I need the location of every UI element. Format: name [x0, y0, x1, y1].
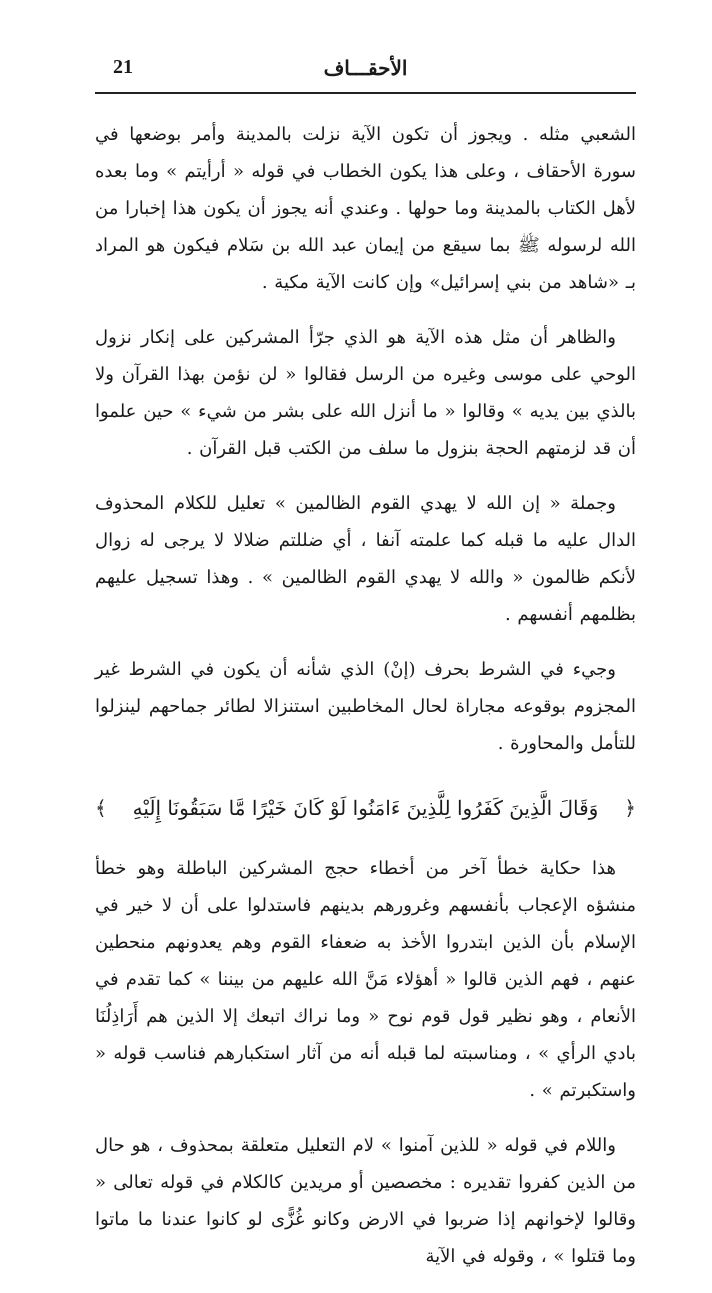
paragraph: واللام في قوله « للذين آمنوا » لام التعليل متعلقة بمحذوف ، هو حال من الذين كفروا تقديره : مخصصين أو مريدين كالكلام في قوله تعالى « وقالوا لإخوانهم إذا ضربوا في الارض وكانو غُزًّى لو كانوا عندنا ما ماتوا وما قتلوا » ، وقوله في الآية: [95, 1135, 636, 1267]
paragraph: وجيء في الشرط بحرف (إنْ) الذي شأنه أن يكون في الشرط غير المجزوم بوقوعه مجاراة لحال المخاطبين استنزالا لطائر جماحهم لينزلوا للتأمل والمحاورة .: [95, 659, 636, 754]
page-number: 21: [113, 56, 133, 78]
paragraph: وجملة « إن الله لا يهدي القوم الظالمين » تعليل للكلام المحذوف الدال عليه ما قبله كما علمته آنفا ، أي ضللتم ضلالا لا يرجى له زوال لأنكم ظالمون « والله لا يهدي القوم الظالمين » . وهذا تسجيل عليهم بظلمهم أنفسهم .: [95, 493, 636, 625]
page-body: [95, 116, 636, 1293]
verse-text: وَقَالَ الَّذِينَ كَفَرُوا لِلَّذِينَ ءَامَنُوا لَوْ كَانَ خَيْرًا مَّا سَبَقُونَا إِلَيْهِ: [132, 796, 599, 820]
running-title: الأحقـــاف: [323, 56, 408, 80]
quran-verse: [95, 790, 636, 826]
paragraph: هذا حكاية خطأ آخر من أخطاء حجج المشركين الباطلة وهو خطأ منشؤه الإعجاب بأنفسهم وغرورهم بدينهم فاستدلوا على أن لا خير في الإسلام بأن الذين ابتدروا الأخذ به ضعفاء القوم وهم يعدونهم منحطين عنهم ، فهم الذين قالوا « أهؤلاء مَنَّ الله عليهم من بيننا » كما تقدم في الأنعام ، وهو نظير قول قوم نوح « وما نراك اتبعك إلا الذين هم أَرَاذِلُنَا بادي الرأي » ، ومناسبته لما قبله أنه من آثار استكبارهم فناسب قوله « واستكبرتم » .: [95, 858, 636, 1101]
paragraph: الشعبي مثله . ويجوز أن تكون الآية نزلت بالمدينة وأمر بوضعها في سورة الأحقاف ، وعلى هذا يكون الخطاب في قوله « أرأيتم » وما بعده لأهل الكتاب بالمدينة وما حولها . وعندي أنه يجوز أن يكون هذا إخبارا من الله لرسوله ﷺ بما سيقع من إيمان عبد الله بن سَلام فيكون هو المراد بـ «شاهد من بني إسرائيل» وإن كانت الآية مكية .: [95, 124, 636, 293]
page-header: [95, 52, 636, 90]
header-rule: [95, 92, 636, 94]
verse-open-bracket: ﴿: [624, 796, 636, 820]
verse-close-bracket: ﴾: [95, 796, 107, 820]
paragraph: والظاهر أن مثل هذه الآية هو الذي جرّأ المشركين على إنكار نزول الوحي على موسى وغيره من الرسل فقالوا « لن نؤمن بهذا القرآن ولا بالذي بين يديه » وقالوا « ما أنزل الله على بشر من شيء » حين علموا أن قد لزمتهم الحجة بنزول ما سلف من الكتب قبل القرآن .: [95, 327, 636, 459]
